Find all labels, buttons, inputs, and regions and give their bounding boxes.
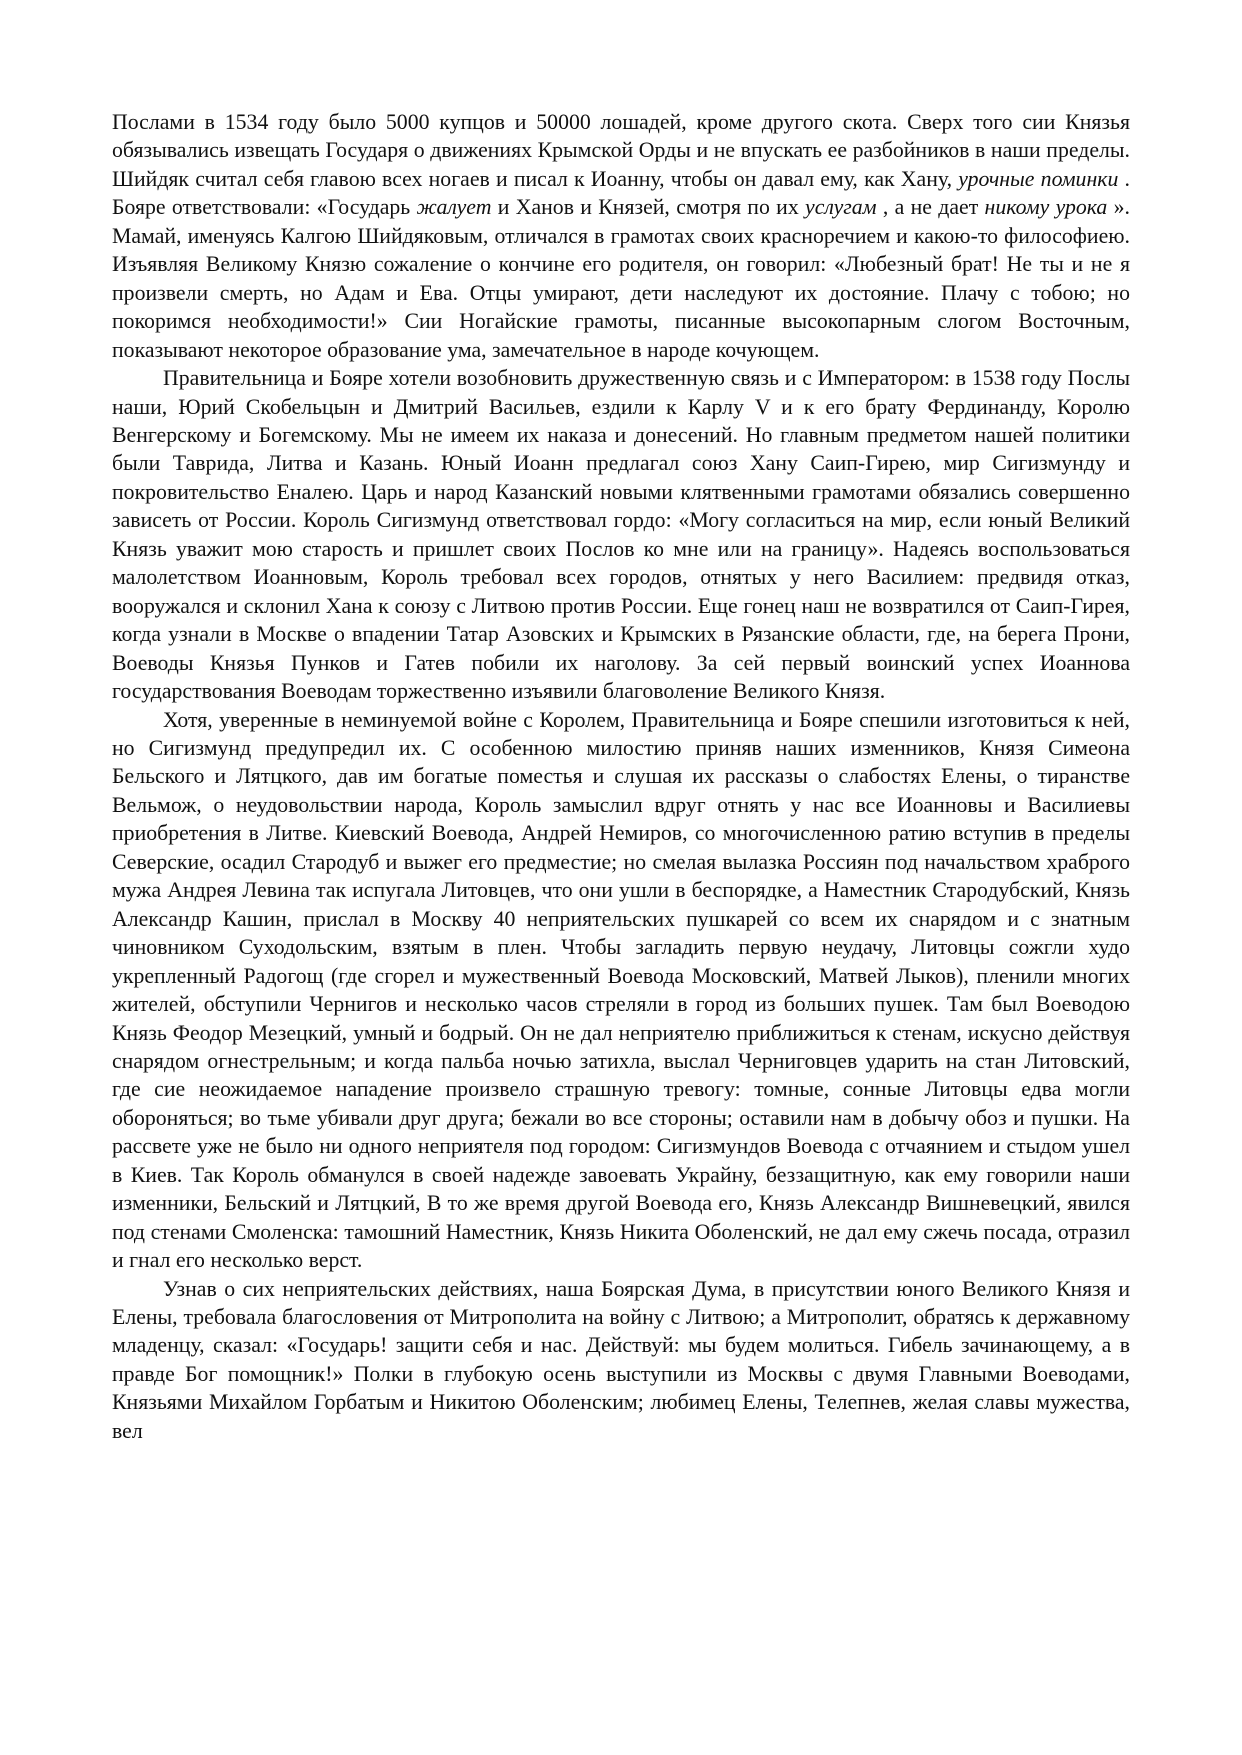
text-run: , а не дает <box>876 195 985 220</box>
paragraph-4 <box>112 1275 1130 1446</box>
text-run: Узнав о сих неприятельских действиях, наша Боярская Дума, в присутствии юного Великого Князя и Елены, требовала благословения от Митрополита на войну с Литвою; а Митрополит, обратясь к державному младенцу, сказал: «Государь! защити себя и нас. Действуй: мы будем молиться. Гибель зачинающему, а в правде Бог помощник!» Полки в глубокую осень выступили из Москвы с двумя Главными Воеводами, Князьями Михайлом Горбатым и Никитою Оболенским; любимец Елены, Телепнев, желая славы мужества, вел <box>112 1276 1130 1443</box>
paragraph-2 <box>112 364 1130 705</box>
italic-phrase: урочные поминки <box>958 166 1119 191</box>
text-run: . Бояре ответствовали: «Государь <box>112 166 1130 220</box>
italic-phrase: никому урока <box>984 195 1108 220</box>
italic-phrase: жалует <box>416 195 492 220</box>
text-run: Правительница и Бояре хотели возобновить дружественную связь и с Императором: в 1538 году Послы наши, Юрий Скобельцын и Дмитрий Васильев, ездили к Карлу V и к его брату Фердинанду, Королю Венгерскому и Богемскому. Мы не имеем их наказа и донесений. Но главным предметом нашей политики были Таврида, Литва и Казань. Юный Иоанн предлагал союз Хану Саип-Гирею, мир Сигизмунду и покровительство Еналею. Царь и народ Казанский новыми клятвенными грамотами обязались совершенно зависеть от России. Король Сигизмунд ответствовал гордо: «Могу согласиться на мир, если юный Великий Князь уважит мою старость и пришлет своих Послов ко мне или на границу». Надеясь воспользоваться малолетством Иоанновым, Король требовал всех городов, отнятых у него Василием: предвидя отказ, вооружался и склонил Хана к союзу с Литвою против России. Еще гонец наш не возвратился от Саип-Гирея, когда узнали в Москве о впадении Татар Азовских и Крымских в Рязанские области, где, на берега Прони, Воеводы Князья Пунков и Гатев побили их наголову. За сей первый воинский успех Иоаннова государствования Воеводам торжественно изъявили благоволение Великого Князя. <box>112 366 1130 704</box>
text-run: ». Мамай, именуясь Калгою Шийдяковым, отличался в грамотах своих красноречием и какою-то философиею. Изъявляя Великому Князю сожаление о кончине его родителя, он говорил: «Любезный брат! Не ты и не я произвели смерть, но Адам и Ева. Отцы умирают, дети наследуют их достояние. Плачу с тобою; но покоримся необходимости!» Сии Ногайские грамоты, писанные высокопарным слогом Восточным, показывают некоторое образование ума, замечательное в народе кочующем. <box>112 195 1130 362</box>
text-run: Послами в 1534 году было 5000 купцов и 50000 лошадей, кроме другого скота. Сверх того сии Князья обязывались извещать Государя о движениях Крымской Орды и не впускать ее разбойников в наши пределы. Шийдяк считал себя главою всех ногаев и писал к Иоанну, чтобы он давал ему, как Хану, <box>112 110 1130 191</box>
italic-phrase: услугам <box>805 195 877 220</box>
text-run: Хотя, уверенные в неминуемой войне с Королем, Правительница и Бояре спешили изготовиться к ней, но Сигизмунд предупредил их. С особенною милостию приняв наших изменников, Князя Симеона Бельского и Лятцкого, дав им богатые поместья и слушая их рассказы о слабостях Елены, о тиранстве Вельмож, о неудовольствии народа, Король замыслил вдруг отнять у нас все Иоанновы и Василиевы приобретения в Литве. Киевский Воевода, Андрей Немиров, со многочисленною ратию вступив в пределы Северские, осадил Стародуб и выжег его предместие; но смелая вылазка Россиян под начальством храброго мужа Андрея Левина так испугала Литовцев, что они ушли в беспорядке, а Наместник Стародубский, Князь Александр Кашин, прислал в Москву 40 неприятельских пушкарей со всем их снарядом и с знатным чиновником Суходольским, взятым в плен. Чтобы загладить первую неудачу, Литовцы сожгли худо укрепленный Радогощ (где сгорел и мужественный Воевода Московский, Матвей Лыков), пленили многих жителей, обступили Чернигов и несколько часов стреляли в город из больших пушек. Там был Воеводою Князь Феодор Мезецкий, умный и бодрый. Он не дал неприятелю приближиться к стенам, искусно действуя снарядом огнестрельным; и когда пальба ночью затихла, выслал Черниговцев ударить на стан Литовский, где сие неожидаемое нападение произвело страшную тревогу: томные, сонные Литовцы едва могли обороняться; во тьме убивали друг друга; бежали во все стороны; оставили нам в добычу обоз и пушки. На рассвете уже не было ни одного неприятеля под городом: Сигизмундов Воевода с отчаянием и стыдом ушел в Киев. Так Король обманулся в своей надежде завоевать Украйну, беззащитную, как ему говорили наши изменники, Бельский и Лятцкий, В то же время другой Воевода его, Князь Александр Вишневецкий, явился под стенами Смоленска: тамошний Наместник, Князь Никита Оболенский, не дал ему сжечь посада, отразил и гнал его несколько верст. <box>112 707 1130 1273</box>
text-run: и Ханов и Князей, смотря по их <box>491 195 806 220</box>
paragraph-3 <box>112 706 1130 1275</box>
paragraph-1 <box>112 108 1130 364</box>
